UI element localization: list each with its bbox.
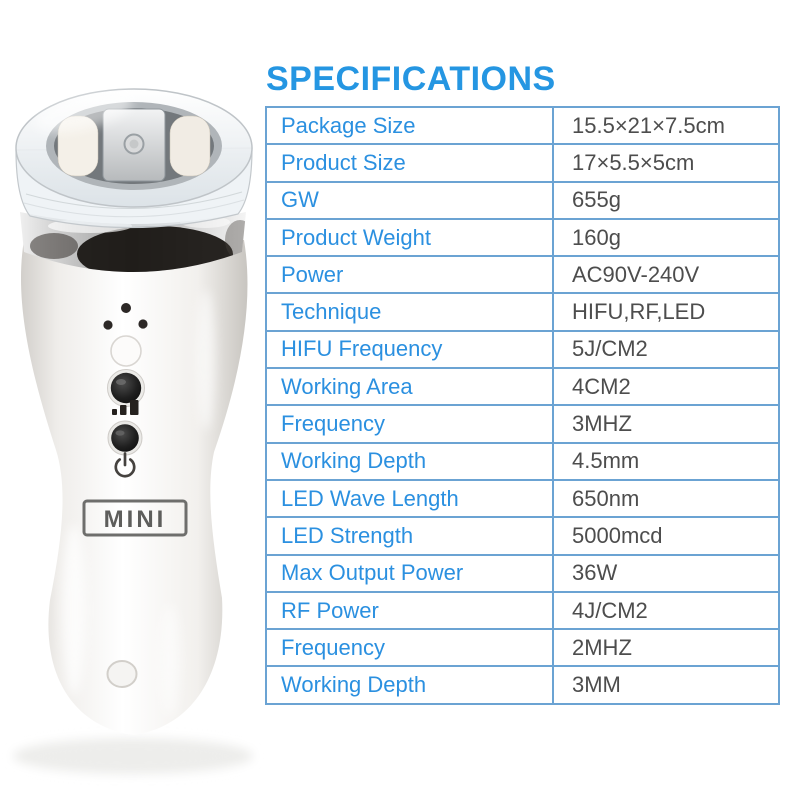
clear-cap — [16, 83, 252, 227]
spec-row-value: 650nm — [553, 480, 779, 517]
table-row — [266, 182, 779, 219]
table-row — [266, 331, 779, 368]
spec-row-label: LED Strength — [266, 517, 553, 554]
spec-row-value: 5000mcd — [553, 517, 779, 554]
spec-row-value: 4J/CM2 — [553, 592, 779, 629]
specs-title: SPECIFICATIONS — [266, 60, 556, 98]
spec-row-value: AC90V-240V — [553, 256, 779, 293]
table-row — [266, 555, 779, 592]
table-row — [266, 144, 779, 181]
level-button — [108, 370, 145, 407]
product-photo — [0, 0, 266, 800]
device-illustration — [0, 0, 266, 800]
device-body — [21, 240, 247, 735]
spec-table — [265, 106, 780, 705]
table-row — [266, 405, 779, 442]
table-row — [266, 107, 779, 144]
spec-row-value: 4.5mm — [553, 443, 779, 480]
spec-row-value: 3MHZ — [553, 405, 779, 442]
spec-row-value: HIFU,RF,LED — [553, 293, 779, 330]
spec-row-label: GW — [266, 182, 553, 219]
table-row — [266, 219, 779, 256]
spec-row-label: RF Power — [266, 592, 553, 629]
power-button — [108, 421, 142, 455]
spec-row-label: Working Depth — [266, 443, 553, 480]
spec-row-value: 36W — [553, 555, 779, 592]
spec-row-label: Max Output Power — [266, 555, 553, 592]
mini-logo-text: MINI — [103, 506, 167, 533]
spec-row-label: Working Depth — [266, 666, 553, 703]
table-row — [266, 592, 779, 629]
spec-row-value: 2MHZ — [553, 629, 779, 666]
table-row — [266, 629, 779, 666]
spec-row-value: 17×5.5×5cm — [553, 144, 779, 181]
ground-shadow — [13, 738, 253, 774]
spec-row-value: 5J/CM2 — [553, 331, 779, 368]
spec-row-label: Working Area — [266, 368, 553, 405]
table-row — [266, 293, 779, 330]
table-row — [266, 480, 779, 517]
spec-row-label: Product Weight — [266, 219, 553, 256]
spec-row-label: Product Size — [266, 144, 553, 181]
table-row — [266, 368, 779, 405]
table-row — [266, 256, 779, 293]
spec-row-value: 4CM2 — [553, 368, 779, 405]
spec-row-label: Package Size — [266, 107, 553, 144]
spec-row-label: Power — [266, 256, 553, 293]
specs-panel — [264, 62, 786, 705]
bottom-port — [108, 661, 137, 687]
mode-button — [111, 336, 141, 366]
spec-row-value: 160g — [553, 219, 779, 256]
spec-row-value: 15.5×21×7.5cm — [553, 107, 779, 144]
spec-row-label: LED Wave Length — [266, 480, 553, 517]
spec-row-label: Frequency — [266, 629, 553, 666]
table-row — [266, 517, 779, 554]
head-right-pad — [170, 116, 210, 176]
spec-row-label: Technique — [266, 293, 553, 330]
spec-row-label: HIFU Frequency — [266, 331, 553, 368]
table-row — [266, 443, 779, 480]
spec-row-value: 3MM — [553, 666, 779, 703]
spec-row-value: 655g — [553, 182, 779, 219]
table-row — [266, 666, 779, 703]
spec-row-label: Frequency — [266, 405, 553, 442]
